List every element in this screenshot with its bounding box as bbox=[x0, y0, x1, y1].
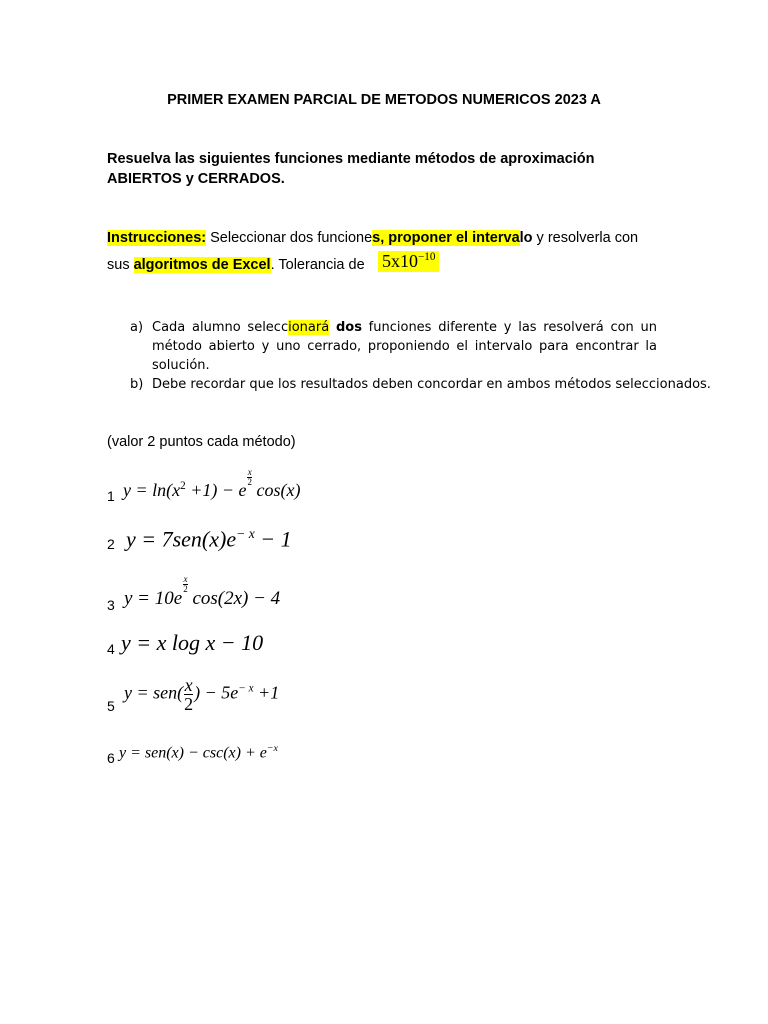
function-5-part-a: y = sen( bbox=[124, 682, 184, 703]
function-1-part-c: +1) − e bbox=[185, 480, 247, 500]
tolerance-value bbox=[378, 251, 439, 272]
function-5-number: 5 bbox=[107, 698, 115, 714]
function-5-fraction bbox=[184, 676, 193, 713]
function-5-part-e: − x bbox=[238, 682, 254, 695]
function-3-part-a: y = 10e bbox=[124, 588, 183, 609]
rule-a-line-3: solución. bbox=[152, 358, 210, 373]
function-6-number: 6 bbox=[107, 750, 115, 766]
function-6-equation bbox=[119, 743, 278, 762]
instructions-text-1: Seleccionar dos funcione bbox=[206, 230, 373, 246]
rule-a-marker: a) bbox=[130, 320, 144, 335]
function-5-part-b: x bbox=[184, 675, 193, 695]
instructions-text-5: . Tolerancia de bbox=[270, 257, 365, 273]
tolerance-exponent: −10 bbox=[418, 251, 436, 263]
rule-b-text: Debe recordar que los resultados deben concordar en ambos métodos seleccionados. bbox=[152, 377, 711, 392]
function-5-part-f: +1 bbox=[253, 682, 280, 703]
rule-a-text-2: funciones diferente y las resolverá con un bbox=[361, 320, 657, 335]
tolerance-base: 5x10 bbox=[382, 251, 418, 271]
function-1-part-a: y = ln(x bbox=[123, 480, 181, 500]
function-5-part-d: ) − 5e bbox=[194, 682, 239, 703]
function-3-part-c: 2 bbox=[183, 584, 188, 595]
instructions-text-2: lo bbox=[519, 230, 533, 246]
function-4-number: 4 bbox=[107, 641, 115, 657]
rule-a-bold: dos bbox=[335, 320, 362, 335]
instructions-text-4: sus bbox=[107, 257, 134, 273]
intro-line-1: Resuelva las siguientes funciones mediante métodos de aproximación bbox=[107, 151, 595, 167]
instructions-line-2 bbox=[107, 257, 365, 273]
page-title: PRIMER EXAMEN PARCIAL DE METODOS NUMERICOS 2023 A bbox=[167, 92, 601, 108]
function-1-number: 1 bbox=[107, 488, 115, 504]
function-1-part-b: 2 bbox=[180, 480, 186, 492]
function-2-part-b: − x bbox=[236, 526, 255, 541]
function-6-part-b: −x bbox=[266, 743, 278, 754]
intro-line-2: ABIERTOS y CERRADOS. bbox=[107, 171, 285, 187]
function-3-number: 3 bbox=[107, 597, 115, 613]
rule-a-text-1: Cada alumno selecc bbox=[152, 320, 289, 335]
function-1-equation bbox=[123, 467, 301, 501]
instructions-highlight-2: algoritmos de Excel bbox=[133, 257, 271, 273]
rule-a-line-2: método abierto y uno cerrado, proponiendo el intervalo para encontrar la bbox=[152, 339, 657, 354]
function-1-part-e: 2 bbox=[247, 477, 252, 488]
rule-a-line-1 bbox=[152, 318, 657, 337]
function-5-part-c: 2 bbox=[184, 694, 194, 714]
instructions-line-1 bbox=[107, 230, 638, 246]
function-3-exponent-fraction bbox=[183, 575, 188, 594]
function-3-part-d: cos(2x) − 4 bbox=[187, 588, 281, 609]
function-4-equation: y = x log x − 10 bbox=[121, 630, 264, 655]
function-1-exponent-fraction bbox=[247, 468, 252, 487]
function-6-part-a: y = sen(x) − csc(x) + e bbox=[119, 744, 267, 762]
function-2-equation bbox=[126, 526, 292, 552]
rule-a-text bbox=[152, 318, 657, 375]
rule-b-marker: b) bbox=[130, 377, 144, 392]
function-3-part-b: x bbox=[183, 574, 188, 585]
instructions-highlight-1: s, proponer el interva bbox=[372, 230, 520, 246]
function-3-equation bbox=[124, 574, 281, 610]
function-1-part-d: x bbox=[247, 467, 252, 478]
function-2-part-a: y = 7sen(x)e bbox=[126, 526, 237, 552]
function-2-number: 2 bbox=[107, 536, 115, 552]
instructions-label: Instrucciones: bbox=[107, 230, 207, 246]
function-5-equation bbox=[124, 676, 279, 713]
instructions-text-3: y resolverla con bbox=[532, 230, 639, 246]
rule-a-highlight: ionará bbox=[288, 320, 330, 335]
function-2-part-c: − 1 bbox=[254, 526, 292, 552]
function-1-part-f: cos(x) bbox=[251, 480, 301, 500]
value-note: (valor 2 puntos cada método) bbox=[107, 434, 296, 450]
